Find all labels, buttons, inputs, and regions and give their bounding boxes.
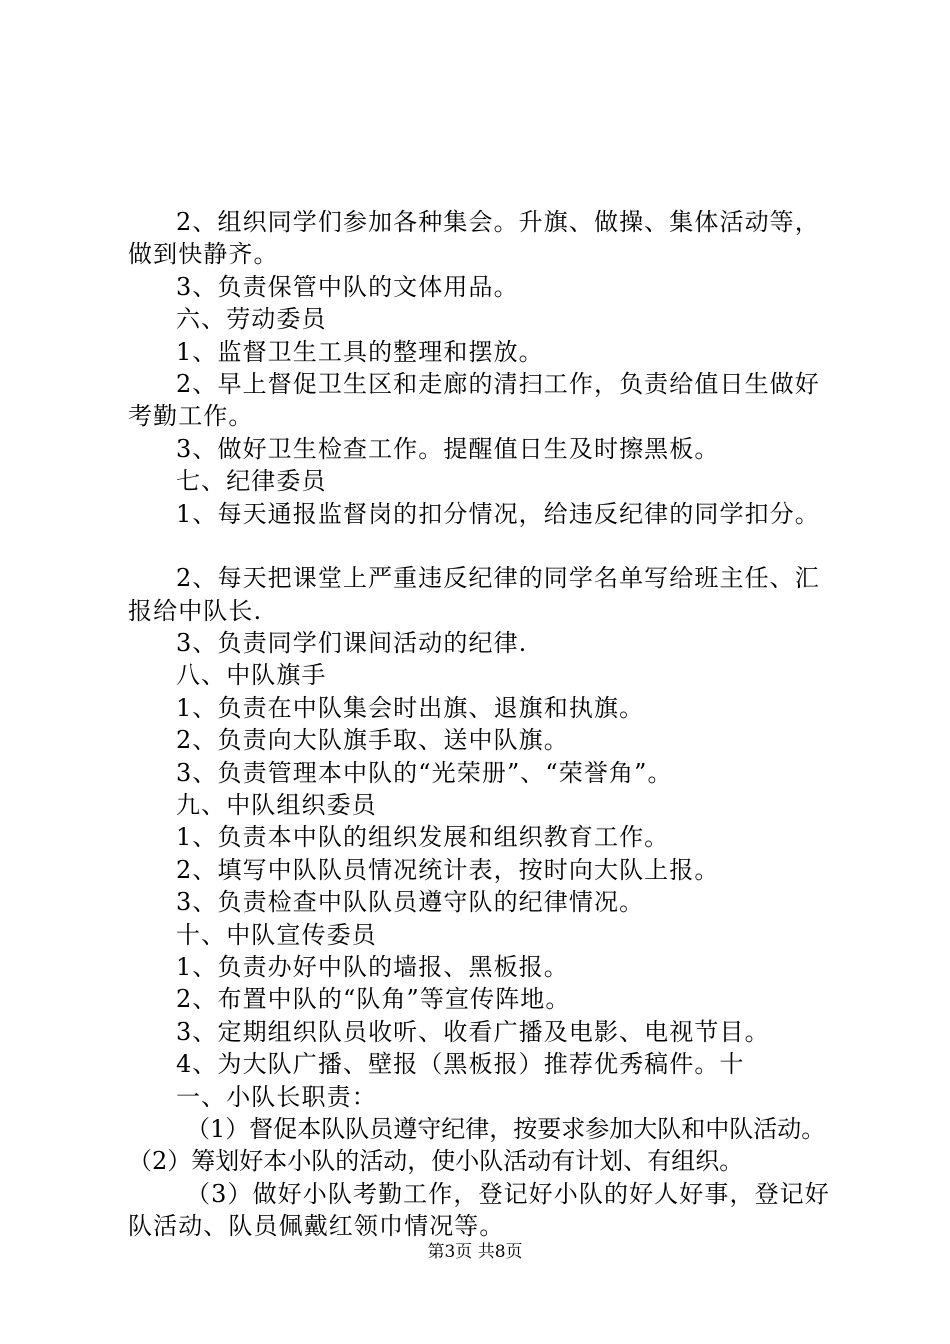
paragraph-line: 4、为大队广播、壁报（黑板报）推荐优秀稿件。十 [176, 1050, 745, 1079]
paragraph-line: 2、早上督促卫生区和走廊的清扫工作，负责给值日生做好 [176, 369, 820, 398]
paragraph-line: 做到快静齐。 [128, 240, 279, 269]
paragraph-line: 考勤工作。 [128, 402, 254, 431]
paragraph-line: 2、负责向大队旗手取、送中队旗。 [176, 726, 569, 755]
section-heading: 七、纪律委员 [176, 467, 327, 496]
document-body [128, 206, 853, 1243]
paragraph-line: 3、负责同学们课间活动的纪律. [176, 629, 528, 658]
paragraph-gap [128, 530, 853, 562]
paragraph-line: 1、负责在中队集会时出旗、退旗和执旗。 [176, 693, 645, 722]
paragraph-line: 3、定期组织队员收听、收看广播及电影、电视节目。 [176, 1017, 770, 1046]
section-heading: 九、中队组织委员 [176, 791, 377, 820]
paragraph-line: 3、做好卫生检查工作。提醒值日生及时擦黑板。 [176, 434, 720, 463]
paragraph-line: 1、每天通报监督岗的扣分情况，给违反纪律的同学扣分。 [176, 499, 820, 528]
paragraph-line: （1）督促本队队员遵守纪律，按要求参加大队和中队活动。 [186, 1114, 826, 1143]
section-heading: 八、中队旗手 [176, 661, 327, 690]
paragraph-line: （3）做好小队考勤工作，登记好小队的好人好事，登记好 [186, 1179, 830, 1208]
paragraph-line: 3、负责检查中队队员遵守队的纪律情况。 [176, 888, 645, 917]
section-heading: 十、中队宣传委员 [176, 920, 377, 949]
paragraph-line: （2）筹划好本小队的活动，使小队活动有计划、有组织。 [128, 1147, 744, 1176]
paragraph-line: 2、布置中队的“队角”等宣传阵地。 [176, 985, 571, 1014]
paragraph-line: 2、每天把课堂上严重违反纪律的同学名单写给班主任、汇 [176, 564, 820, 593]
paragraph-line: 1、负责办好中队的墙报、黑板报。 [176, 952, 569, 981]
paragraph-line: 报给中队长. [128, 596, 263, 625]
paragraph-line: 2、填写中队队员情况统计表，按时向大队上报。 [176, 855, 720, 884]
paragraph-line: 队活动、队员佩戴红领巾情况等。 [128, 1212, 505, 1241]
paragraph-line: 3、负责保管中队的文体用品。 [176, 272, 519, 301]
page-indicator: 第3页 共8页 [427, 1242, 523, 1262]
paragraph-line: 2、组织同学们参加各种集会。升旗、做操、集体活动等， [176, 208, 820, 236]
section-heading: 六、劳动委员 [176, 305, 327, 334]
paragraph-line: 1、负责本中队的组织发展和组织教育工作。 [176, 823, 670, 852]
paragraph-line: 1、监督卫生工具的整理和摆放。 [176, 337, 544, 366]
section-heading: 一、小队长职责： [176, 1082, 377, 1111]
paragraph-line: 3、负责管理本中队的“光荣册”、“荣誉角”。 [176, 758, 673, 787]
